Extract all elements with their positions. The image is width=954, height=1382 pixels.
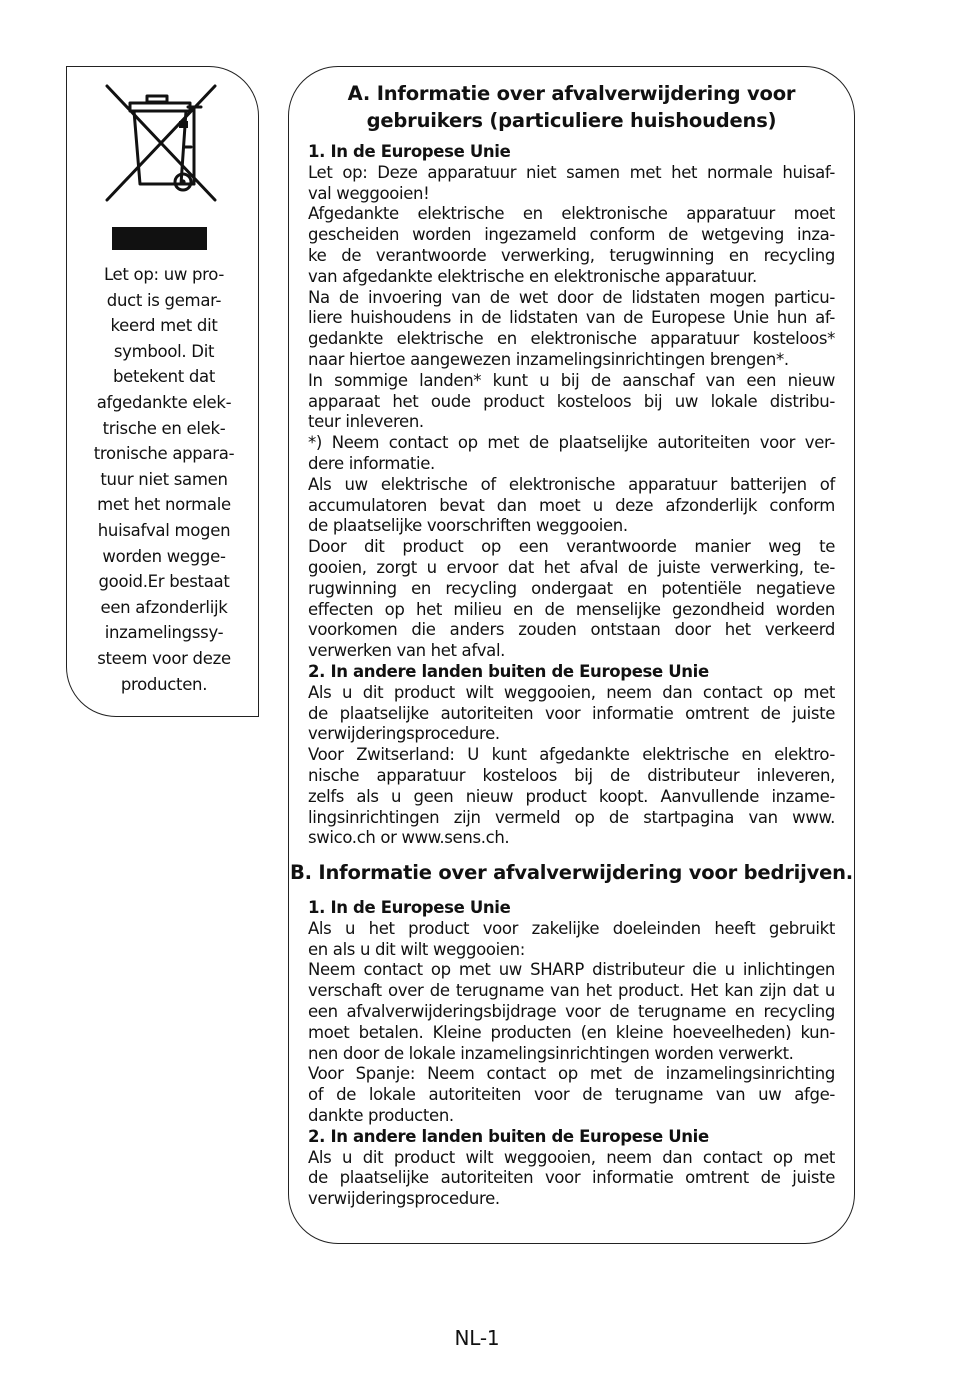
subheading-outside-eu: 2. In andere landen buiten de Europese Unie xyxy=(308,661,709,681)
text-line: apparaat het oude product kosteloos bij uw lokale distribu- xyxy=(308,391,835,411)
text-line: nische apparatuur kosteloos bij de distributeur inleveren, xyxy=(308,765,835,785)
text-line: gooien, zorgt u ervoor dat het afval de juiste verwerking, te- xyxy=(308,557,835,577)
notice-line: worden wegge- xyxy=(102,546,226,566)
text-line: of de lokale autoriteiten voor de terugname van uw afge- xyxy=(308,1085,835,1105)
text-line: moet betalen. Kleine producten (en kleine hoeveelheden) kun- xyxy=(308,1022,835,1042)
subheading-eu: 1. In de Europese Unie xyxy=(308,142,511,161)
text-line: Als uw elektrische of elektronische apparatuur batterijen of xyxy=(308,474,835,494)
section-a-body xyxy=(308,142,835,849)
notice-line: keerd met dit xyxy=(110,316,218,336)
text-line: naar hiertoe aangewezen inzamelingsinrichtingen brengen*. xyxy=(308,349,789,369)
notice-line: steem voor deze xyxy=(97,648,231,668)
text-line: Als u het product voor zakelijke doeleinden heeft gebruikt xyxy=(308,918,835,938)
text-line: Let op: Deze apparatuur niet samen met het normale huisaf- xyxy=(308,162,835,182)
notice-line: producten. xyxy=(120,674,208,694)
text-line: liere huishoudens in de lidstaten van de Europese Unie hun af- xyxy=(308,308,835,328)
text-line: verwijderingsprocedure. xyxy=(308,724,500,744)
notice-line: trische en elek- xyxy=(102,418,226,438)
text-line: effecten op het milieu en de menselijke gezondheid worden xyxy=(308,599,835,619)
section-a-title-line: gebruikers (particuliere huishoudens) xyxy=(366,109,777,132)
text-line: Voor Zwitserland: U kunt afgedankte elektrische en elektro- xyxy=(308,745,835,765)
notice-line: gooid.Er bestaat xyxy=(98,572,230,592)
separate-collection-bar xyxy=(112,227,207,250)
notice-line: tronische appara- xyxy=(93,444,235,464)
notice-line: duct is gemar- xyxy=(106,290,222,310)
text-line: van afgedankte elektrische en elektronische apparatuur. xyxy=(308,266,757,286)
text-line: rugwinning en recycling ondergaat en potentiële negatieve xyxy=(308,578,835,598)
weee-notice-text xyxy=(81,262,247,697)
section-b-body xyxy=(308,898,835,1210)
notice-line: met het normale xyxy=(97,495,231,515)
text-line: dankte producten. xyxy=(308,1105,454,1125)
notice-line: afgedankte elek- xyxy=(96,392,232,412)
crossed-out-wheelie-bin-icon xyxy=(99,83,223,207)
text-line: Voor Spanje: Neem contact op met de inzamelingsinrichting xyxy=(308,1064,835,1084)
text-line: swico.ch or www.sens.ch. xyxy=(308,828,510,848)
text-line: Na de invoering van de wet door de lidstaten mogen particu- xyxy=(308,287,835,307)
text-line: Door dit product op een verantwoorde manier weg te xyxy=(308,537,835,557)
page-number: NL-1 xyxy=(454,1326,500,1350)
notice-line: tuur niet samen xyxy=(100,469,228,489)
section-a-title-line: A. Informatie over afvalverwijdering voor xyxy=(347,82,796,105)
notice-line: betekent dat xyxy=(113,367,215,387)
text-line: en als u dit wilt weggooien: xyxy=(308,939,525,959)
text-line: Neem contact op met uw SHARP distributeur die u inlichtingen xyxy=(308,960,835,980)
text-line: val weggooien! xyxy=(308,183,430,203)
text-line: verwijderingsprocedure. xyxy=(308,1189,500,1209)
notice-line: huisafval mogen xyxy=(97,520,231,540)
text-line: lingsinrichtingen zijn vermeld op de startpagina van www. xyxy=(308,807,835,827)
text-line: de plaatselijke autoriteiten voor informatie omtrent de juiste xyxy=(308,703,835,723)
section-b-title-line: B. Informatie over afvalverwijdering voor bedrijven. xyxy=(289,861,854,884)
weee-symbol-panel xyxy=(66,66,259,717)
text-line: de plaatselijke autoriteiten voor informatie omtrent de juiste xyxy=(308,1168,835,1188)
notice-line: Let op: uw pro- xyxy=(103,265,225,284)
text-line: Als u dit product wilt weggooien, neem dan contact op met xyxy=(308,682,835,702)
text-line: gescheiden worden ingezameld conform de wetgeving inza- xyxy=(308,225,835,245)
text-line: ke de verantwoorde verwerking, terugwinning en recycling xyxy=(308,245,835,265)
notice-line: een afzonderlijk xyxy=(100,597,228,617)
text-line: voorkomen die anders zouden ontstaan door het verkeerd xyxy=(308,620,835,640)
section-a-title xyxy=(289,80,854,134)
subheading-eu: 1. In de Europese Unie xyxy=(308,898,511,917)
text-line: nen door de lokale inzamelingsinrichtingen worden verwerkt. xyxy=(308,1043,794,1063)
disposal-information-panel xyxy=(288,66,855,1244)
text-line: verwerken van het afval. xyxy=(308,641,506,661)
text-line: verschaft over de terugname van het product. Het kan zijn dat u xyxy=(308,981,835,1001)
text-line: Afgedankte elektrische en elektronische apparatuur moet xyxy=(308,204,835,224)
text-line: Als u dit product wilt weggooien, neem dan contact op met xyxy=(308,1147,835,1167)
section-b-title xyxy=(289,859,854,886)
subheading-outside-eu: 2. In andere landen buiten de Europese Unie xyxy=(308,1126,709,1146)
text-line: accumulatoren bevat dan moet u deze afzonderlijk conform xyxy=(308,495,835,515)
notice-line: symbool. Dit xyxy=(113,341,215,361)
text-line: teur inleveren. xyxy=(308,412,424,432)
notice-line: inzamelingssy- xyxy=(104,623,224,643)
text-line: In sommige landen* kunt u bij de aanschaf van een nieuw xyxy=(308,370,835,390)
text-line: zelfs als u geen nieuw product koopt. Aanvullende inzame- xyxy=(308,786,835,806)
text-line: de plaatselijke voorschriften weggooien. xyxy=(308,516,628,536)
text-line: *) Neem contact op met de plaatselijke autoriteiten voor ver- xyxy=(308,433,835,453)
text-line: dere informatie. xyxy=(308,453,435,473)
text-line: gedankte elektrische en elektronische apparatuur kosteloos* xyxy=(308,329,835,349)
text-line: een afvalverwijderingsbijdrage voor de terugname en recycling xyxy=(308,1001,835,1021)
